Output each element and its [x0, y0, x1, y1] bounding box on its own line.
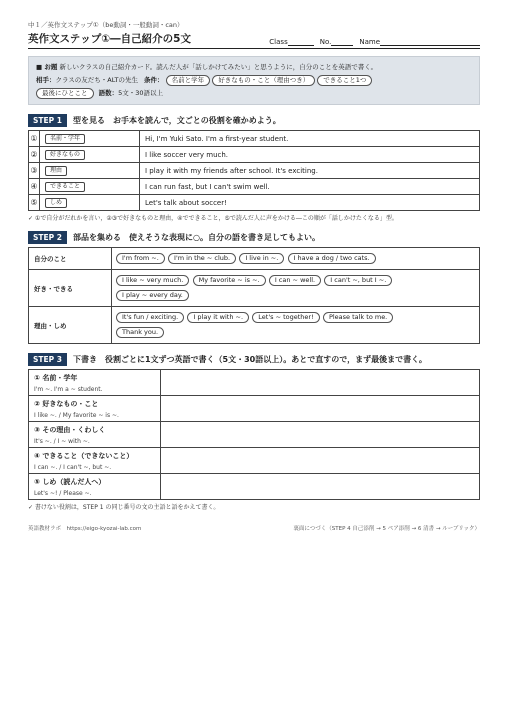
count-label: 語数：	[98, 89, 119, 97]
table-row	[29, 474, 480, 500]
table-row	[29, 195, 480, 211]
phrase-pill[interactable]: My favorite ~ is ~.	[193, 275, 266, 286]
draft-prompt	[29, 474, 161, 500]
step2-badge: STEP 2	[28, 231, 67, 244]
phrase-pill[interactable]: I play it with ~.	[187, 312, 249, 323]
table-row	[29, 179, 480, 195]
condition-pill: 最後にひとこと	[36, 88, 94, 99]
draft-writing-area[interactable]	[161, 396, 480, 422]
table-row	[29, 270, 480, 307]
theme-line	[36, 61, 472, 74]
number-field[interactable]: No.	[320, 37, 354, 46]
table-row	[29, 307, 480, 344]
title-row	[28, 31, 480, 46]
role-tag: 好きなもの	[45, 150, 85, 160]
role-tag: 理由	[45, 166, 67, 176]
row-number: ①	[29, 131, 40, 147]
phrase-pill[interactable]: I live in ~.	[239, 253, 284, 264]
phrase-pill[interactable]: I like ~ very much.	[116, 275, 189, 286]
table-row	[29, 131, 480, 147]
draft-example: I can ~. / I can't ~, but ~.	[34, 463, 112, 471]
row-number: ③	[29, 163, 40, 179]
partner-text: クラスの友だち・ALTの先生	[55, 76, 138, 84]
table-row	[29, 396, 480, 422]
phrase-pill[interactable]: I'm from ~.	[116, 253, 165, 264]
step1-heading	[28, 114, 480, 127]
draft-writing-area[interactable]	[161, 422, 480, 448]
role-cell	[40, 131, 140, 147]
table-row	[29, 422, 480, 448]
role-tag: しめ	[45, 198, 67, 208]
phrase-pill[interactable]: It's fun / exciting.	[116, 312, 184, 323]
table-row	[29, 370, 480, 396]
draft-heading: ② 好きなもの・こと	[34, 399, 99, 408]
row-number: ④	[29, 179, 40, 195]
model-sentence: I like soccer very much.	[140, 147, 480, 163]
phrase-pill[interactable]: Please talk to me.	[323, 312, 393, 323]
table-row	[29, 147, 480, 163]
model-sentence: Hi, I'm Yuki Sato. I'm a first-year student.	[140, 131, 480, 147]
series-label: 中１／英作文ステップ①（be動詞・一般動詞・can）	[28, 21, 184, 29]
count-line	[36, 87, 472, 100]
conditions-label: 条件：	[144, 76, 164, 84]
worksheet	[28, 20, 480, 532]
draft-heading: ① 名前・学年	[34, 373, 78, 382]
step1-title: 型を見る お手本を読んで，文ごとの役割を確かめよう。	[72, 116, 281, 125]
footer-continue: 裏面につづく（STEP 4 自己添削 → 5 ペア添削 → 6 清書 → ルーブリック）	[293, 526, 480, 532]
draft-writing-area[interactable]	[161, 448, 480, 474]
footer	[28, 524, 480, 532]
phrase-cell	[112, 270, 480, 307]
theme-label: ■ お題	[36, 63, 58, 71]
phrase-cell	[112, 307, 480, 344]
draft-heading: ④ できること（できないこと）	[34, 451, 134, 460]
role-cell	[40, 179, 140, 195]
model-sentence: Let's talk about soccer!	[140, 195, 480, 211]
step1-badge: STEP 1	[28, 114, 67, 127]
table-row	[29, 163, 480, 179]
draft-prompt	[29, 370, 161, 396]
phrase-pill[interactable]: I'm in the ~ club.	[168, 253, 236, 264]
step3-note: ✓ 書けない役割は，STEP 1 の同じ番号の文の主語と語をかえて書く。	[28, 504, 220, 511]
step2-title: 部品を集める 使えそうな表現に○。自分の語を書き足してもよい。	[72, 233, 320, 242]
draft-writing-area[interactable]	[161, 370, 480, 396]
intro-box	[28, 56, 480, 105]
draft-heading: ⑤ しめ（読んだ人へ）	[34, 477, 106, 486]
partner-label: 相手：	[36, 76, 56, 84]
role-cell	[40, 195, 140, 211]
role-cell	[40, 163, 140, 179]
phrase-category: 理由・しめ	[29, 307, 112, 344]
draft-prompt	[29, 422, 161, 448]
model-sentence: I play it with my friends after school. It's exciting.	[140, 163, 480, 179]
draft-heading: ③ その理由・くわしく	[34, 425, 106, 434]
draft-example: I'm ~. I'm a ~ student.	[34, 385, 103, 393]
condition-pill: できること1つ	[317, 75, 372, 86]
condition-pill: 好きなもの・こと（理由つき）	[212, 75, 315, 86]
role-tag: できること	[45, 182, 85, 192]
student-fields	[269, 37, 480, 46]
row-number: ⑤	[29, 195, 40, 211]
phrase-pill[interactable]: I have a dog / two cats.	[288, 253, 376, 264]
draft-example: It's ~. / I ~ with ~.	[34, 437, 90, 445]
step3-badge: STEP 3	[28, 353, 67, 366]
table-row	[29, 448, 480, 474]
theme-text: 新しいクラスの自己紹介カード。読んだ人が「話しかけてみたい」と思うように，自分のことを英語で書く。	[59, 63, 378, 71]
phrase-cell	[112, 248, 480, 270]
draft-writing-area[interactable]	[161, 474, 480, 500]
step3-heading	[28, 353, 480, 366]
step3-title: 下書き 役割ごとに1文ずつ英語で書く（5文・30語以上）。あとで直すので，まず最後まで書く。	[72, 355, 427, 364]
title-divider	[28, 48, 480, 49]
row-number: ②	[29, 147, 40, 163]
phrase-pill[interactable]: Thank you.	[116, 327, 164, 338]
page-title: 英作文ステップ①―自己紹介の5文	[28, 33, 191, 45]
name-field[interactable]: Name	[359, 37, 480, 46]
phrase-pill[interactable]: Let's ~ together!	[252, 312, 319, 323]
count-text: 5文・30語以上	[118, 89, 163, 97]
step1-note: ✓ ①で自分がだれかを言い，②③で好きなものと理由，④でできること，⑤で読んだ人に声をかける―この順が「話しかけたくなる」型。	[28, 215, 398, 222]
model-table	[28, 130, 480, 211]
conditions-line	[36, 74, 472, 87]
phrase-pill[interactable]: I can't ~, but I ~.	[324, 275, 392, 286]
draft-example: Let's ~! / Please ~.	[34, 489, 92, 497]
phrase-pill[interactable]: I can ~ well.	[269, 275, 321, 286]
draft-example: I like ~. / My favorite ~ is ~.	[34, 411, 119, 419]
condition-pill: 名前と学年	[166, 75, 211, 86]
class-field[interactable]: Class	[269, 37, 313, 46]
draft-prompt	[29, 396, 161, 422]
footer-site[interactable]: 英語教材ラボ https://eigo-kyozai-lab.com	[28, 526, 142, 532]
draft-prompt	[29, 448, 161, 474]
phrase-category: 好き・できる	[29, 270, 112, 307]
step2-heading	[28, 231, 480, 244]
table-row	[29, 248, 480, 270]
phrase-category: 自分のこと	[29, 248, 112, 270]
role-cell	[40, 147, 140, 163]
role-tag: 名前・学年	[45, 134, 85, 144]
phrase-bank-table	[28, 247, 480, 344]
model-sentence: I can run fast, but I can't swim well.	[140, 179, 480, 195]
phrase-pill[interactable]: I play ~ every day.	[116, 290, 189, 301]
draft-table	[28, 369, 480, 500]
